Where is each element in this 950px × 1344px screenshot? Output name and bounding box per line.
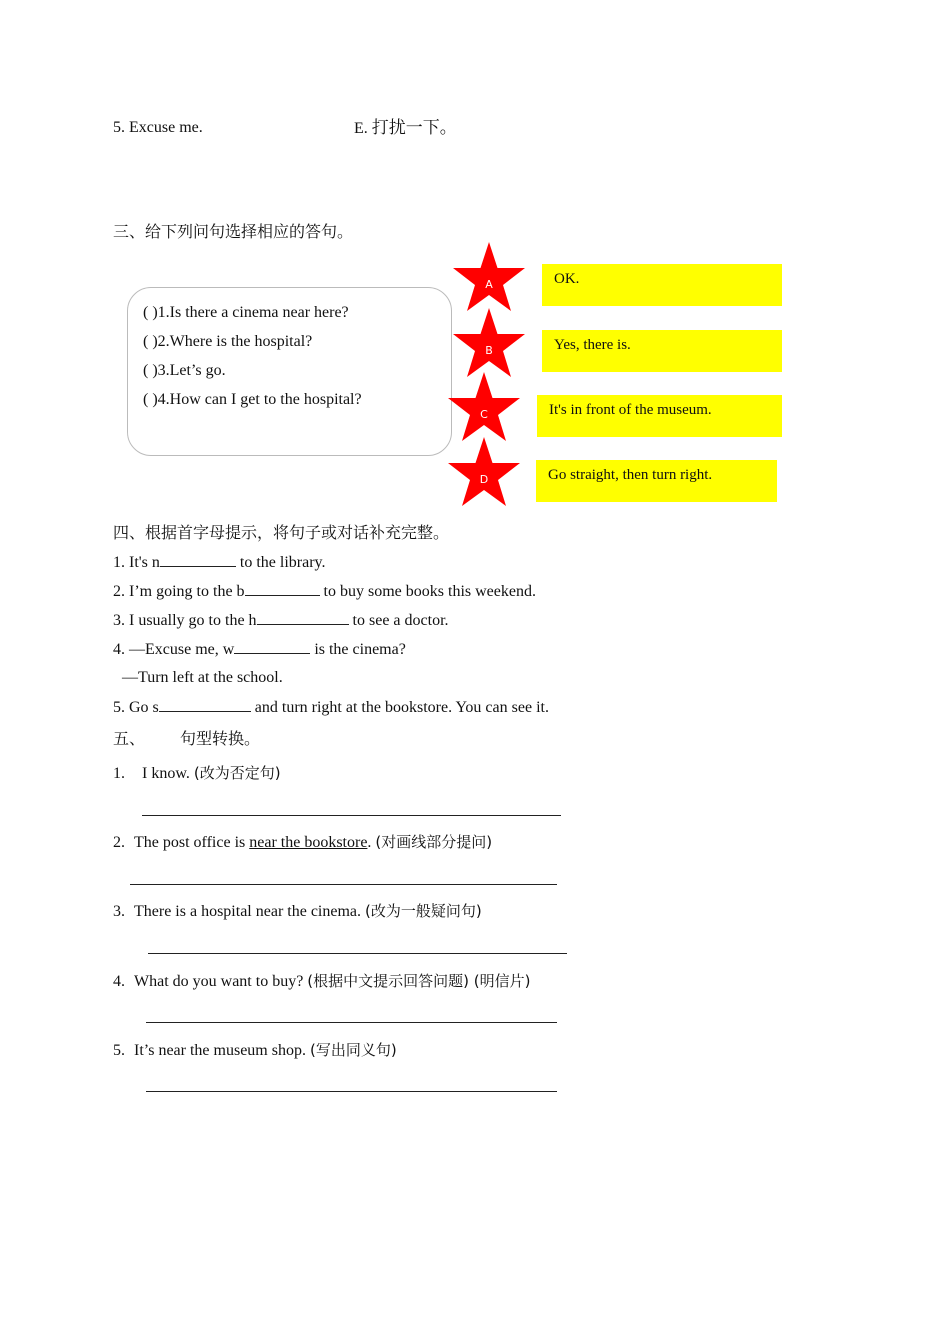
transform-item-1-note: (改为否定句) <box>193 764 281 782</box>
transform-item-5 <box>113 1040 397 1061</box>
question-2: ( )2.Where is the hospital? <box>143 333 313 350</box>
answer-line-4[interactable] <box>146 1022 557 1023</box>
star-c-letter: C <box>480 408 488 421</box>
transform-item-1 <box>113 763 281 784</box>
transform-item-4-num: 4. <box>113 973 125 990</box>
section5-heading-num: 五、 <box>113 729 146 748</box>
fill-blank-2[interactable] <box>245 581 320 596</box>
star-b-icon <box>452 308 526 378</box>
fill-blank-5[interactable] <box>159 697 251 712</box>
fill-item-4 <box>113 639 406 660</box>
star-a-letter: A <box>485 278 493 291</box>
match-option-e-letter: E. <box>354 120 368 137</box>
transform-item-2-num: 2. <box>113 834 125 851</box>
fill-item-4-reply: —Turn left at the school. <box>122 669 283 686</box>
transform-item-3-text: There is a hospital near the cinema. <box>134 903 366 920</box>
transform-item-5-num: 5. <box>113 1042 125 1059</box>
answer-line-5[interactable] <box>146 1091 557 1092</box>
star-b-letter: B <box>485 344 493 357</box>
fill-item-3-pre: 3. I usually go to the h <box>113 612 257 629</box>
answer-line-3[interactable] <box>148 953 567 954</box>
transform-item-3-num: 3. <box>113 903 125 920</box>
transform-item-2-underlined: near the bookstore <box>249 834 368 851</box>
star-c-icon <box>447 372 521 442</box>
fill-item-5 <box>113 697 549 718</box>
transform-item-3-note: (改为一般疑问句) <box>365 902 482 920</box>
star-d-icon <box>447 437 521 507</box>
section5-heading: 句型转换。 <box>180 729 261 748</box>
question-4: ( )4.How can I get to the hospital? <box>143 391 362 408</box>
transform-item-2-text-post: . <box>367 834 376 851</box>
section4-heading: 四、根据首字母提示，将句子或对话补充完整。 <box>113 523 450 542</box>
transform-item-3 <box>113 901 482 922</box>
fill-item-4-pre: 4. —Excuse me, w <box>113 641 235 658</box>
transform-item-4 <box>113 971 530 992</box>
transform-item-5-text: It’s near the museum shop. <box>134 1042 310 1059</box>
star-a-icon <box>452 242 526 312</box>
answer-line-1[interactable] <box>142 815 561 816</box>
transform-item-2-note: (对画线部分提问) <box>375 833 493 851</box>
fill-item-4-post: is the cinema? <box>310 641 406 658</box>
question-3: ( )3.Let’s go. <box>143 362 226 379</box>
fill-item-5-post: and turn right at the bookstore. You can see it. <box>250 699 549 716</box>
star-d-letter: D <box>479 473 489 486</box>
fill-item-2 <box>113 581 536 602</box>
answer-c: It's in front of the museum. <box>537 395 782 437</box>
match-option-e-text: 打扰一下。 <box>371 118 457 138</box>
transform-item-1-num: 1. <box>113 765 125 782</box>
transform-item-4-note: (根据中文提示回答问题) (明信片) <box>307 972 531 990</box>
answer-d: Go straight, then turn right. <box>536 460 777 502</box>
transform-item-4-text: What do you want to buy? <box>134 973 308 990</box>
section3-heading: 三、给下列问句选择相应的答句。 <box>113 222 354 241</box>
fill-blank-3[interactable] <box>257 610 349 625</box>
answer-a: OK. <box>542 264 782 306</box>
transform-item-2 <box>113 832 492 853</box>
fill-item-5-pre: 5. Go s <box>113 699 159 716</box>
fill-item-1-post: to the library. <box>235 554 326 571</box>
answer-b: Yes, there is. <box>542 330 782 372</box>
match-option-e <box>354 118 457 139</box>
transform-item-2-text-pre: The post office is <box>134 834 250 851</box>
answer-line-2[interactable] <box>130 884 557 885</box>
fill-item-3 <box>113 610 449 631</box>
fill-item-2-pre: 2. I’m going to the b <box>113 583 245 600</box>
transform-item-5-note: (写出同义句) <box>309 1041 397 1059</box>
fill-blank-1[interactable] <box>160 552 236 567</box>
fill-item-3-post: to see a doctor. <box>348 612 449 629</box>
fill-blank-4[interactable] <box>234 639 310 654</box>
transform-item-1-text: I know. <box>142 765 194 782</box>
fill-item-1 <box>113 552 326 573</box>
match-item-5: 5. Excuse me. <box>113 119 203 136</box>
fill-item-1-pre: 1. It's n <box>113 554 160 571</box>
question-1: ( )1.Is there a cinema near here? <box>143 304 349 321</box>
fill-item-2-post: to buy some books this weekend. <box>319 583 536 600</box>
